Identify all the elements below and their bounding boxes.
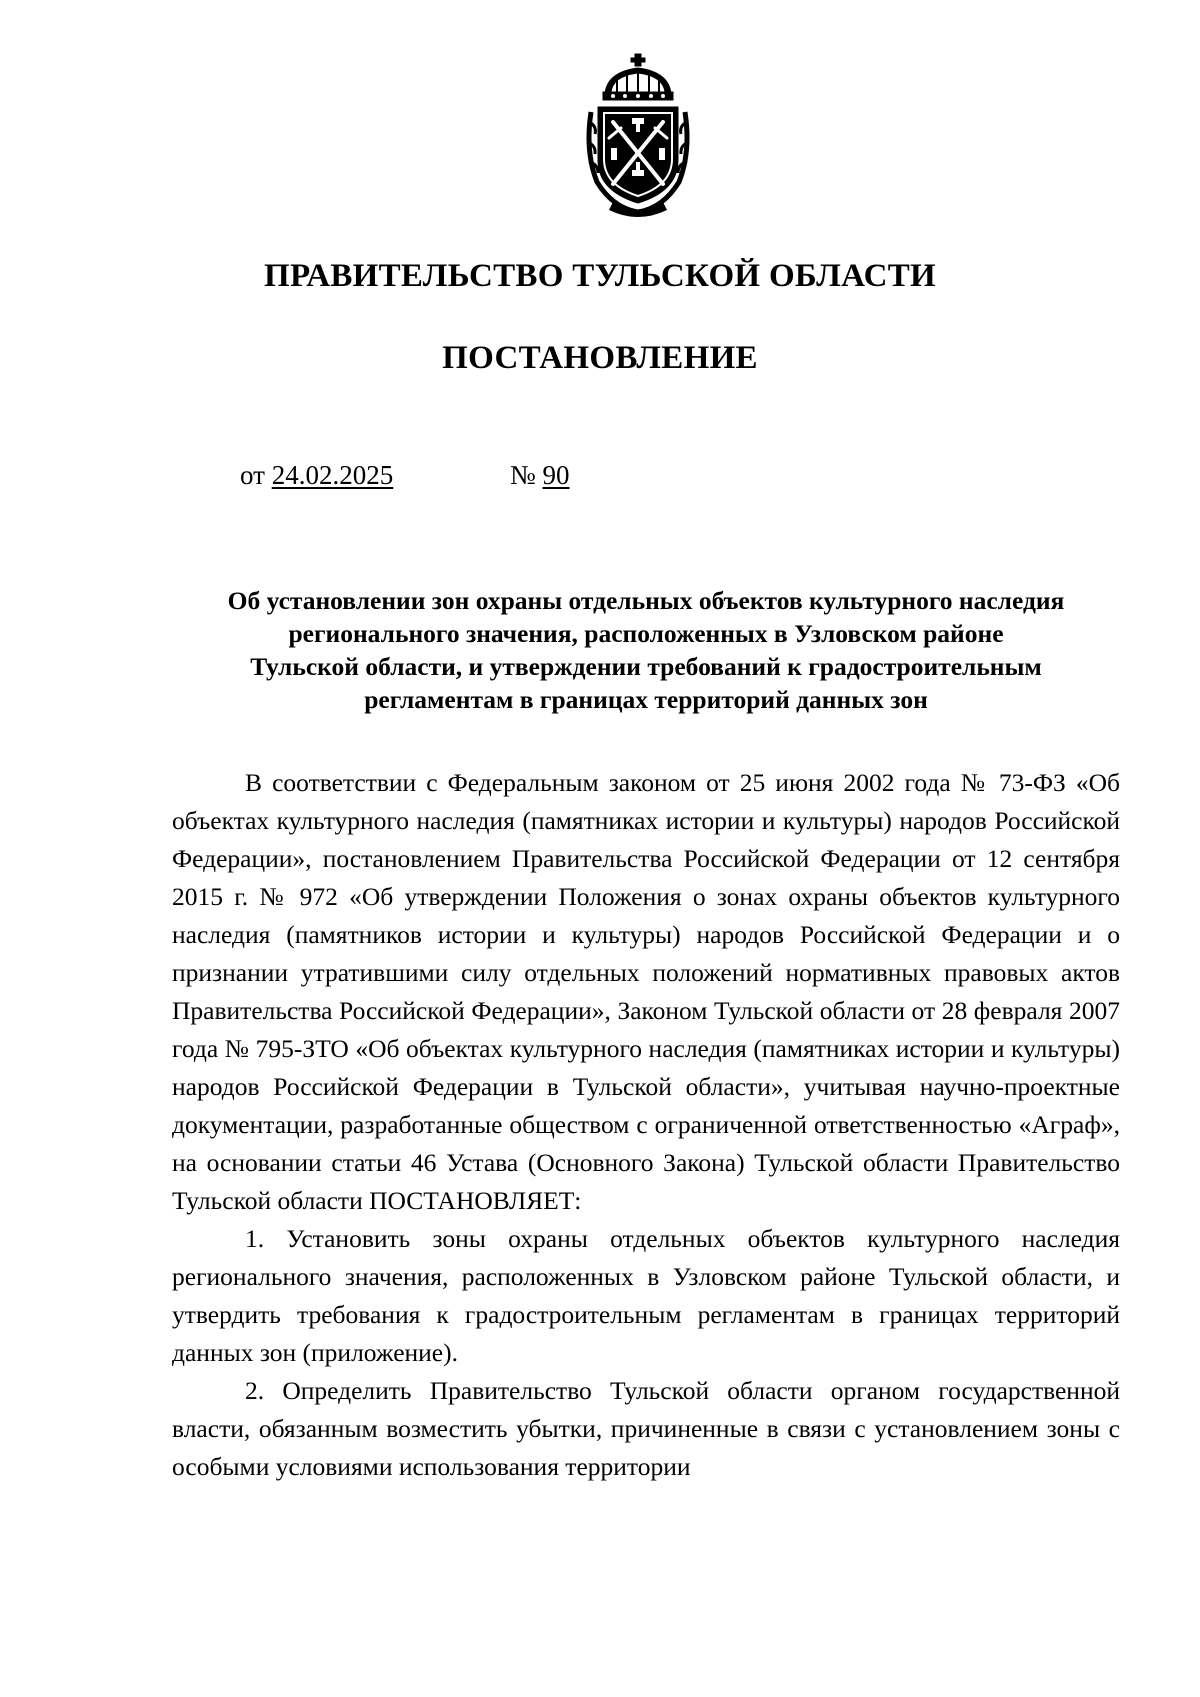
document-meta (240, 460, 570, 491)
subject-line: Об установлении зон охраны отдельных объектов культурного наследия (227, 586, 1065, 615)
subject-line: регламентам в границах территорий данных зон (364, 685, 928, 714)
date-prefix: от (240, 460, 265, 490)
document-number: 90 (542, 460, 570, 490)
number-field (510, 460, 570, 491)
government-title: ПРАВИТЕЛЬСТВО ТУЛЬСКОЙ ОБЛАСТИ (264, 258, 936, 294)
tula-oblast-coat-of-arms-icon (583, 52, 693, 217)
document-subject (172, 584, 1120, 716)
date-field (240, 460, 393, 491)
number-prefix: № (510, 460, 536, 490)
subject-line: Тульской области, и утверждении требований к градостроительным (250, 652, 1042, 681)
preamble-paragraph: В соответствии с Федеральным законом от 25 июня 2002 года № 73-ФЗ «Об объектах культурного наследия (памятниках истории и культуры) народов Российской Федерации», постановлением Правительства Российской Федерации от 12 сентября 2015 г. № 972 «Об утверждении Положения о зонах охраны объектов культурного наследия (памятников истории и культуры) народов Российской Федерации и о признании утратившими силу отдельных положений нормативных правовых актов Правительства Российской Федерации», Законом Тульской области от 28 февраля 2007 года № 795-ЗТО «Об объектах культурного наследия (памятниках истории и культуры) народов Российской Федерации в Тульской области», учитывая научно-проектные документации, разработанные обществом с ограниченной ответственностью «Аграф», на основании статьи 46 Устава (Основного Закона) Тульской области Правительство Тульской области ПОСТАНОВЛЯЕТ: (172, 768, 1120, 1215)
item-1-paragraph: 1. Установить зоны охраны отдельных объектов культурного наследия регионального значения, расположенных в Узловском районе Тульской области, и утвердить требования к градостроительным регламентам в границах территорий данных зон (приложение). (172, 1224, 1120, 1367)
document-type-title: ПОСТАНОВЛЕНИЕ (442, 340, 758, 376)
document-body (172, 764, 1120, 1486)
subject-line: регионального значения, расположенных в Узловском районе (288, 619, 1004, 648)
item-2-paragraph: 2. Определить Правительство Тульской области органом государственной власти, обязанным возместить убытки, причиненные в связи с установлением зоны с особыми условиями использования территории (172, 1376, 1120, 1481)
document-date: 24.02.2025 (271, 460, 394, 490)
